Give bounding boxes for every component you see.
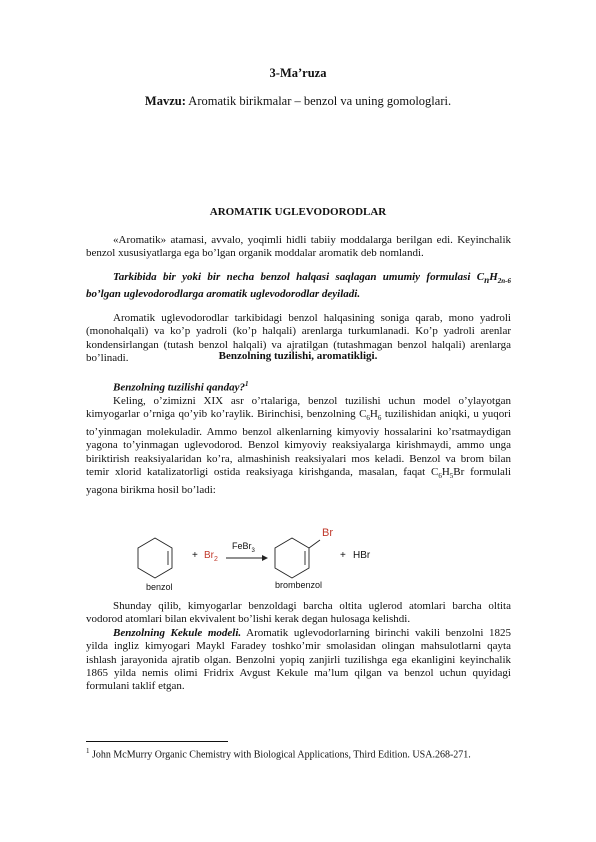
question-heading xyxy=(86,378,511,395)
footnote-ref: 1 xyxy=(245,380,249,388)
reaction-arrow-head xyxy=(262,555,268,561)
kekule-text: Aromatik uglevodorlarning birinchi vakili benzolni 1825 yilda ingliz kimyogari Maykl Faradey toshko’mir smolasidan olingan mahsulotlarni qayta ishlash jarayonida ajratib olgan. Benzolni yopiq zanjirli tuzilishga ega ekanligini keyinchalik 1865 yilda nemis olimi Fridrix Avgust Kekule ma’lum qilgan va benzol uchun quyidagi formulani taklif etgan. xyxy=(86,626,511,693)
formula-h: H xyxy=(489,270,498,283)
hbr-text: HBr xyxy=(353,550,371,561)
sub-6b: 6 xyxy=(377,414,382,423)
reaction-scheme xyxy=(0,520,596,595)
brombenzene-ring xyxy=(275,538,309,578)
byproduct-hbr xyxy=(353,550,370,561)
definition-text-start: Tarkibida bir yoki bir necha benzol halqasi saqlagan umumiy formulasi C xyxy=(113,270,485,283)
history-text-c: tuzilishidan aniqki, u yuqori to’yinmagan molekuladir. Ammo benzol alkenlarning kimyoviy hossalarini ko’rsatmaydigan yagona to’yinmagan uglevodorod. Benzol kimyoviy reaksiyalarga kirishmaydi, ammo unga biriktirish reaksiyalaridan ko’ra, almashinish reaksiyalari mos keladi. Benzol va brom bilan temir xlorid katalizatorligi ostida reaksiyaga kirishganda, masalan, faqat C xyxy=(86,408,511,479)
sub-6a: 6 xyxy=(366,414,370,423)
paragraph-kekule xyxy=(86,627,511,694)
sub-5: 5 xyxy=(449,472,454,481)
brombenzol-label: brombenzol xyxy=(275,580,323,590)
footnote xyxy=(86,747,471,760)
formula-subscript-n: n xyxy=(484,275,490,285)
paragraph-history xyxy=(86,395,511,497)
topic-line xyxy=(0,94,596,109)
history-text-d: H xyxy=(441,466,450,479)
c-br-bond xyxy=(309,540,320,548)
catalyst-label xyxy=(232,541,255,554)
lecture-title: 3-Ma’ruza xyxy=(269,66,327,80)
history-text-a: Keling, o’zimizni XIX asr o’rtalariga, benzol tuzilishi uchun model o’ylayotgan kimyogarlar o’rniga qo’yib ko’raylik. Birinchisi, benzolning C xyxy=(86,395,511,421)
bromine-reagent xyxy=(204,550,218,563)
intro-block xyxy=(86,234,511,365)
kekule-block xyxy=(86,600,511,694)
definition-paragraph xyxy=(86,271,511,302)
plus-sign-1: + xyxy=(192,550,198,561)
history-text-b: H xyxy=(369,408,378,421)
paragraph-aromatic-term: «Aromatik» atamasi, avvalo, yoqimli hidli tabiiy moddalarga berilgan edi. Keyinchalik benzol xususiyatlarga ega bo’lgan organik moddalar aromatik deb nomlandi. xyxy=(86,234,511,260)
catalyst-symbol: FeBr xyxy=(232,541,252,551)
question-text: Benzolning tuzilishi qanday? xyxy=(113,381,246,394)
kekule-title: Benzolning Kekule modeli. xyxy=(113,626,242,639)
bromine-symbol: Br xyxy=(204,550,214,561)
bromine-substituent: Br xyxy=(322,527,333,539)
benzol-label: benzol xyxy=(146,582,173,592)
paragraph-equivalence: Shunday qilib, kimyogarlar benzoldagi barcha oltita uglerod atomlari barcha oltita vodorod atomlari bilan ekvivalent bo’lishi kerak degan hulosaga kelishdi. xyxy=(86,600,511,626)
topic-text: Aromatik birikmalar – benzol va uning gomologlari. xyxy=(185,94,452,108)
definition-text-end: bo’lgan uglevodorodlarga aromatik uglevodorodlar deyiladi. xyxy=(86,288,361,301)
bromine-subscript: 2 xyxy=(214,556,218,563)
plus-sign-2: + xyxy=(340,550,346,561)
formula-subscript: 2n-6 xyxy=(497,277,511,285)
footnote-mark: 1 xyxy=(86,747,90,755)
footnote-text: John McMurry Organic Chemistry with Biological Applications, Third Edition. USA.268-271. xyxy=(89,749,471,761)
section-heading-structure: Benzolning tuzilishi, aromatikligi. xyxy=(218,350,378,362)
topic-label: Mavzu: xyxy=(144,94,186,108)
catalyst-subscript: 3 xyxy=(251,547,255,554)
footnote-separator xyxy=(86,741,228,742)
benzene-ring xyxy=(138,538,172,578)
section-heading-aromatic: AROMATIK UGLEVODORODLAR xyxy=(209,206,387,218)
sub-6c: 6 xyxy=(438,472,442,481)
structure-block xyxy=(86,378,511,497)
history-text-e: Br formulali yagona birikma hosil bo’ladi: xyxy=(86,466,511,496)
paragraph-classification: Aromatik uglevodorodlar tarkibidagi benzol halqasining soniga qarab, mono yadroli (monohalqali) va ko’p yadroli (ko’p halqali) arenlarga turkumlanadi. Ko’p yadroli arenlar kondensirlangan (tutash benzol halqali) va ajratilgan (tutashmagan benzol halqali) arenlarga bo’linadi. xyxy=(86,311,511,365)
